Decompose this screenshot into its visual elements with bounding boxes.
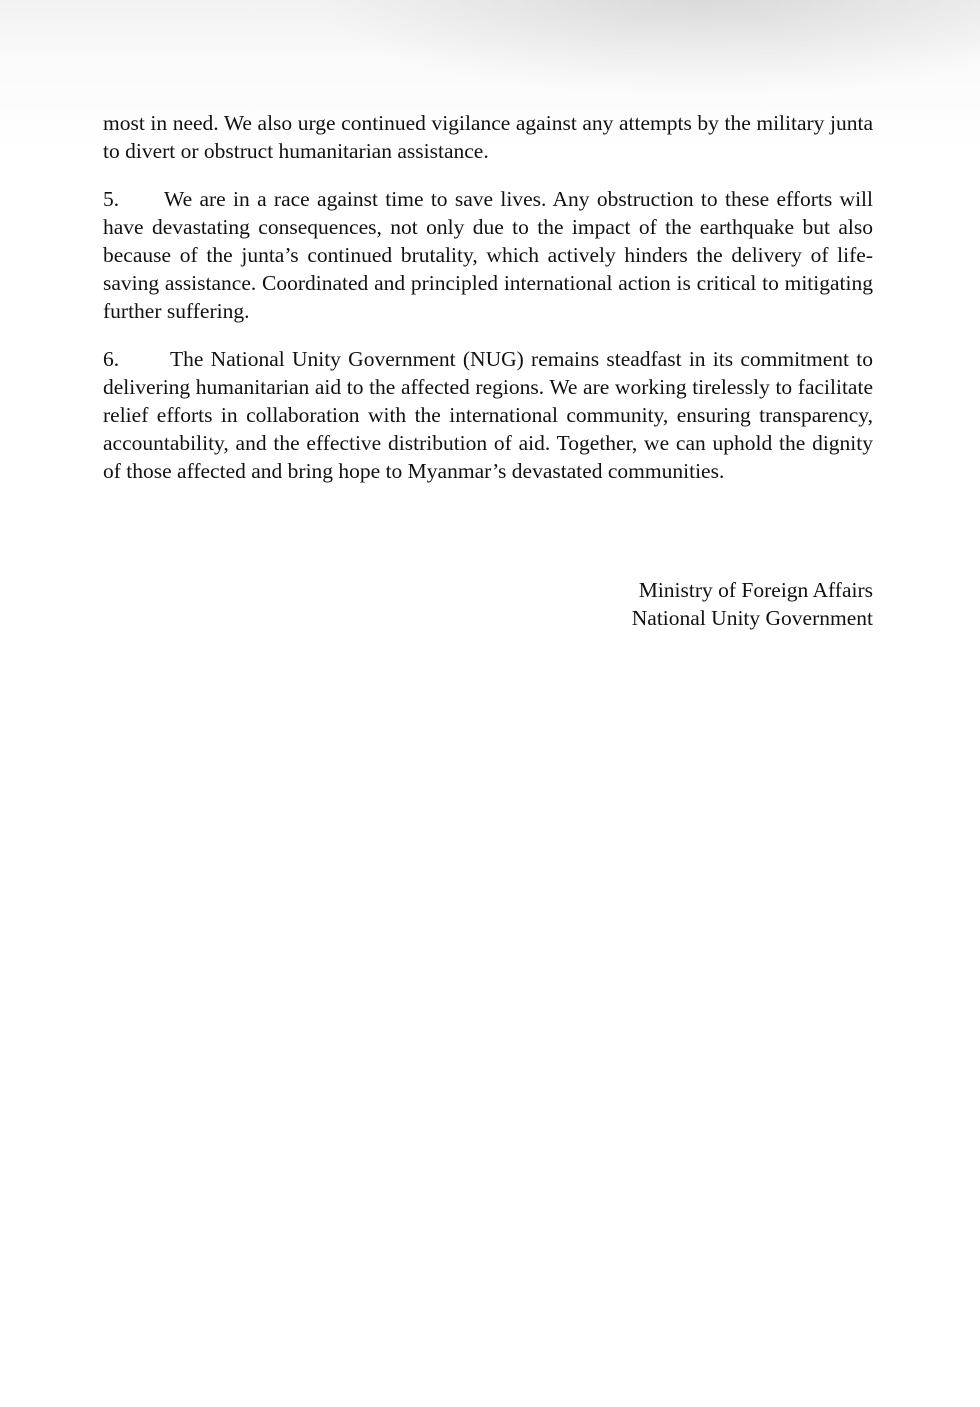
signature-government: National Unity Government bbox=[631, 606, 873, 630]
paragraph-6-text: The National Unity Government (NUG) remains steadfast in its commitment to delivering humanitarian aid to the affected regions. We are working tirelessly to facilitate relief efforts in collaboration with the international community, ensuring transparency, accountability, and the effective distribution of aid. Together, we can uphold the dignity of those affected and bring hope to Myanmar’s devastated communities. bbox=[103, 347, 873, 483]
paragraph-continued: most in need. We also urge continued vigilance against any attempts by the military junta to divert or obstruct humanitarian assistance. bbox=[103, 111, 873, 163]
paragraph-6 bbox=[103, 345, 873, 485]
paragraph-5-text: We are in a race against time to save lives. Any obstruction to these efforts will have devastating consequences, not only due to the impact of the earthquake but also because of the junta’s continued brutality, which actively hinders the delivery of life-saving assistance. Coordinated and principled international action is critical to mitigating further suffering. bbox=[103, 187, 873, 323]
paragraph-5-number: 5. bbox=[103, 187, 120, 211]
paragraph-6-number: 6. bbox=[103, 347, 120, 371]
signature-ministry: Ministry of Foreign Affairs bbox=[638, 578, 873, 602]
signature-block bbox=[632, 576, 873, 632]
document-body bbox=[103, 109, 873, 505]
paragraph-5 bbox=[103, 185, 873, 325]
